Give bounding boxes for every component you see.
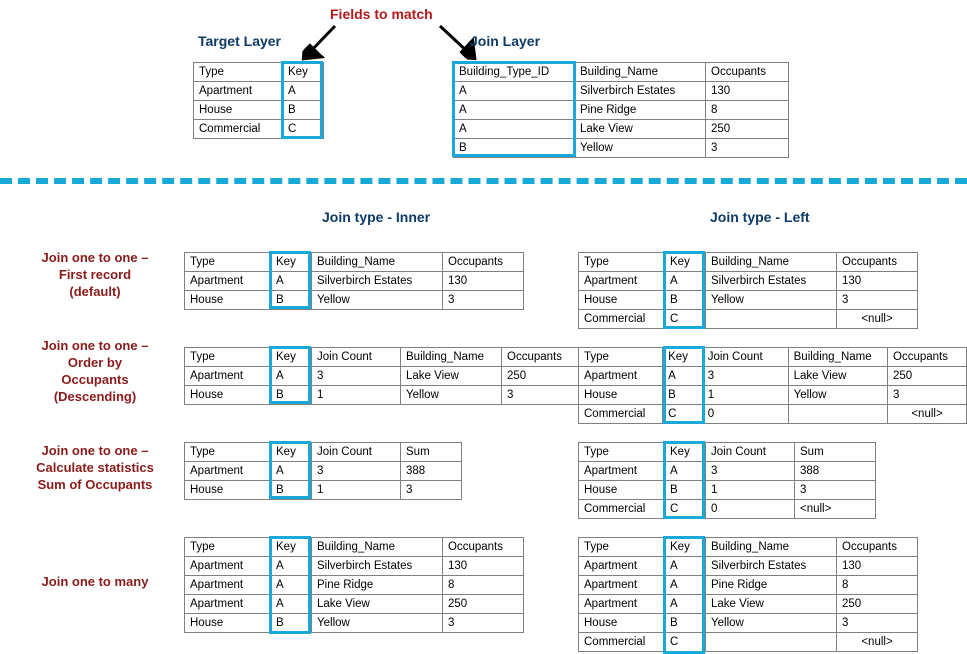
table-row bbox=[185, 481, 462, 500]
table-row bbox=[185, 367, 583, 386]
cell: A bbox=[271, 557, 312, 576]
cell: A bbox=[454, 101, 575, 120]
cell: 250 bbox=[837, 595, 918, 614]
cell: A bbox=[271, 576, 312, 595]
table-row bbox=[185, 576, 524, 595]
table-inner-first-record bbox=[184, 252, 524, 310]
table-inner-statistics bbox=[184, 442, 462, 500]
cell: Yellow bbox=[706, 291, 837, 310]
label-line: First record bbox=[58, 267, 132, 282]
col-header: Building_Name bbox=[401, 348, 502, 367]
cell: 0 bbox=[702, 405, 788, 424]
cell: A bbox=[665, 462, 706, 481]
label-line: Join one to one – bbox=[41, 443, 149, 458]
cell: Yellow bbox=[706, 614, 837, 633]
table-left-order-by-wrap bbox=[578, 347, 967, 424]
col-header: Key bbox=[665, 443, 706, 462]
cell: B bbox=[283, 101, 324, 120]
cell: A bbox=[454, 82, 575, 101]
col-header: Type bbox=[185, 253, 271, 272]
join-layer-label: Join Layer bbox=[470, 33, 541, 49]
cell: 388 bbox=[401, 462, 462, 481]
table-row bbox=[454, 139, 789, 158]
table-target bbox=[193, 62, 324, 139]
table-row bbox=[185, 595, 524, 614]
col-header: Key bbox=[663, 348, 703, 367]
cell: Apartment bbox=[579, 595, 665, 614]
cell: 3 bbox=[401, 481, 462, 500]
cell: B bbox=[271, 481, 312, 500]
cell: Commercial bbox=[579, 405, 663, 424]
cell: House bbox=[579, 614, 665, 633]
table-inner-one-to-many-wrap bbox=[184, 537, 524, 633]
table-header-row bbox=[579, 443, 876, 462]
cell: 3 bbox=[443, 291, 524, 310]
col-header: Occupants bbox=[888, 348, 967, 367]
cell: Apartment bbox=[579, 576, 665, 595]
table-row bbox=[185, 557, 524, 576]
label-line: Sum of Occupants bbox=[37, 477, 153, 492]
table-inner-statistics-wrap bbox=[184, 442, 462, 500]
cell: House bbox=[185, 614, 271, 633]
col-header: Building_Name bbox=[312, 538, 443, 557]
cell: House bbox=[194, 101, 283, 120]
cell: Commercial bbox=[579, 500, 665, 519]
cell: 250 bbox=[706, 120, 789, 139]
cell: 3 bbox=[888, 386, 967, 405]
cell: 3 bbox=[837, 614, 918, 633]
cell: Silverbirch Estates bbox=[706, 557, 837, 576]
cell: Commercial bbox=[579, 310, 665, 329]
cell: Lake View bbox=[788, 367, 887, 386]
table-inner-one-to-many bbox=[184, 537, 524, 633]
col-header: Building_Name bbox=[575, 63, 706, 82]
cell: C bbox=[665, 310, 706, 329]
cell: 130 bbox=[837, 557, 918, 576]
table-left-order-by bbox=[578, 347, 967, 424]
col-header: Type bbox=[185, 348, 271, 367]
table-row bbox=[579, 595, 918, 614]
cell: B bbox=[271, 386, 312, 405]
col-header: Type bbox=[185, 538, 271, 557]
table-row bbox=[185, 614, 524, 633]
cell: Apartment bbox=[194, 82, 283, 101]
cell: Commercial bbox=[194, 120, 283, 139]
cell: Apartment bbox=[185, 557, 271, 576]
cell: 0 bbox=[706, 500, 795, 519]
col-header: Type bbox=[579, 538, 665, 557]
table-row bbox=[579, 367, 967, 386]
cell: 130 bbox=[706, 82, 789, 101]
cell: B bbox=[271, 614, 312, 633]
table-header-row bbox=[454, 63, 789, 82]
cell: B bbox=[665, 614, 706, 633]
label-line: (default) bbox=[69, 284, 121, 299]
cell: 8 bbox=[837, 576, 918, 595]
table-join bbox=[453, 62, 789, 158]
cell: 130 bbox=[837, 272, 918, 291]
cell: A bbox=[665, 557, 706, 576]
col-header: Join Count bbox=[706, 443, 795, 462]
cell: Yellow bbox=[312, 614, 443, 633]
cell: <null> bbox=[837, 310, 918, 329]
cell: C bbox=[663, 405, 703, 424]
cell: 250 bbox=[443, 595, 524, 614]
col-header: Key bbox=[271, 253, 312, 272]
col-header: Occupants bbox=[443, 538, 524, 557]
table-left-first-record-wrap bbox=[578, 252, 918, 329]
cell: A bbox=[271, 272, 312, 291]
col-header: Building_Name bbox=[312, 253, 443, 272]
table-header-row bbox=[185, 538, 524, 557]
left-join-title: Join type - Left bbox=[710, 209, 810, 225]
table-row bbox=[454, 120, 789, 139]
cell: 130 bbox=[443, 557, 524, 576]
cell: C bbox=[665, 633, 706, 652]
cell: Apartment bbox=[185, 595, 271, 614]
table-left-one-to-many-wrap bbox=[578, 537, 918, 652]
cell: Apartment bbox=[185, 462, 271, 481]
label-line: (Descending) bbox=[53, 389, 137, 404]
cell: Silverbirch Estates bbox=[312, 272, 443, 291]
cell: 8 bbox=[443, 576, 524, 595]
cell: 250 bbox=[502, 367, 583, 386]
cell: A bbox=[271, 595, 312, 614]
cell: Pine Ridge bbox=[706, 576, 837, 595]
col-header: Building_Name bbox=[706, 538, 837, 557]
table-header-row bbox=[579, 348, 967, 367]
table-row bbox=[579, 633, 918, 652]
col-header: Type bbox=[185, 443, 271, 462]
table-inner-order-by-wrap bbox=[184, 347, 583, 405]
cell: A bbox=[665, 576, 706, 595]
table-row bbox=[579, 386, 967, 405]
cell: A bbox=[283, 82, 324, 101]
col-header: Occupants bbox=[502, 348, 583, 367]
col-header: Key bbox=[665, 538, 706, 557]
col-header: Type bbox=[579, 348, 663, 367]
cell: Apartment bbox=[579, 272, 665, 291]
cell: 3 bbox=[702, 367, 788, 386]
table-row bbox=[579, 405, 967, 424]
col-header: Occupants bbox=[837, 538, 918, 557]
cell: 250 bbox=[888, 367, 967, 386]
row-label-first-record bbox=[10, 249, 180, 300]
table-row bbox=[454, 101, 789, 120]
table-row bbox=[185, 386, 583, 405]
label-line: Occupants bbox=[61, 372, 129, 387]
cell: House bbox=[185, 291, 271, 310]
table-row bbox=[579, 557, 918, 576]
cell: <null> bbox=[837, 633, 918, 652]
cell: Yellow bbox=[312, 291, 443, 310]
table-header-row bbox=[579, 538, 918, 557]
cell: A bbox=[454, 120, 575, 139]
col-header: Building_Name bbox=[706, 253, 837, 272]
table-inner-order-by bbox=[184, 347, 583, 405]
cell: 3 bbox=[312, 462, 401, 481]
table-row bbox=[194, 101, 324, 120]
cell: C bbox=[283, 120, 324, 139]
cell: House bbox=[579, 291, 665, 310]
col-header: Key bbox=[283, 63, 324, 82]
cell: <null> bbox=[795, 500, 876, 519]
cell: A bbox=[271, 367, 312, 386]
table-row bbox=[579, 291, 918, 310]
cell: 388 bbox=[795, 462, 876, 481]
cell: A bbox=[271, 462, 312, 481]
section-divider bbox=[0, 178, 967, 184]
label-line: Order by bbox=[67, 355, 123, 370]
cell bbox=[706, 310, 837, 329]
cell: B bbox=[271, 291, 312, 310]
cell: A bbox=[663, 367, 703, 386]
cell: A bbox=[665, 595, 706, 614]
cell: 3 bbox=[837, 291, 918, 310]
cell: Silverbirch Estates bbox=[312, 557, 443, 576]
inner-join-title: Join type - Inner bbox=[322, 209, 431, 225]
table-row bbox=[194, 120, 324, 139]
cell: Silverbirch Estates bbox=[575, 82, 706, 101]
table-row bbox=[579, 272, 918, 291]
col-header: Occupants bbox=[443, 253, 524, 272]
row-label-calculate-statistics bbox=[5, 442, 185, 493]
cell: 3 bbox=[706, 462, 795, 481]
table-header-row bbox=[185, 348, 583, 367]
col-header: Key bbox=[271, 348, 312, 367]
col-header: Join Count bbox=[312, 443, 401, 462]
table-row bbox=[579, 310, 918, 329]
cell: <null> bbox=[888, 405, 967, 424]
cell: Apartment bbox=[185, 272, 271, 291]
cell: 3 bbox=[795, 481, 876, 500]
col-header: Key bbox=[271, 538, 312, 557]
table-row bbox=[194, 82, 324, 101]
cell: 130 bbox=[443, 272, 524, 291]
col-header: Building_Type_ID bbox=[454, 63, 575, 82]
cell: C bbox=[665, 500, 706, 519]
cell: Yellow bbox=[788, 386, 887, 405]
cell: A bbox=[665, 272, 706, 291]
table-row bbox=[579, 500, 876, 519]
col-header: Key bbox=[271, 443, 312, 462]
label-line: Join one to one – bbox=[41, 250, 149, 265]
table-row bbox=[454, 82, 789, 101]
table-left-statistics bbox=[578, 442, 876, 519]
col-header: Occupants bbox=[837, 253, 918, 272]
table-row bbox=[185, 272, 524, 291]
col-header: Building_Name bbox=[788, 348, 887, 367]
col-header: Type bbox=[194, 63, 283, 82]
table-header-row bbox=[185, 253, 524, 272]
label-line: Join one to one – bbox=[41, 338, 149, 353]
table-header-row bbox=[194, 63, 324, 82]
target-layer-table bbox=[193, 62, 324, 139]
cell: Lake View bbox=[706, 595, 837, 614]
cell: B bbox=[665, 481, 706, 500]
join-layer-table bbox=[453, 62, 789, 158]
table-row bbox=[579, 614, 918, 633]
target-layer-label: Target Layer bbox=[198, 33, 281, 49]
table-inner-first-record-wrap bbox=[184, 252, 524, 310]
table-header-row bbox=[579, 253, 918, 272]
cell: 1 bbox=[702, 386, 788, 405]
cell: 3 bbox=[312, 367, 401, 386]
cell: 1 bbox=[706, 481, 795, 500]
cell: Yellow bbox=[401, 386, 502, 405]
table-row bbox=[579, 462, 876, 481]
cell: Apartment bbox=[579, 462, 665, 481]
row-label-order-by-occupants bbox=[10, 337, 180, 405]
table-left-statistics-wrap bbox=[578, 442, 876, 519]
cell: 3 bbox=[443, 614, 524, 633]
cell: Lake View bbox=[575, 120, 706, 139]
cell: 1 bbox=[312, 481, 401, 500]
cell: Lake View bbox=[401, 367, 502, 386]
cell: Pine Ridge bbox=[575, 101, 706, 120]
cell: 3 bbox=[502, 386, 583, 405]
cell: Apartment bbox=[185, 367, 271, 386]
cell: Commercial bbox=[579, 633, 665, 652]
cell: Yellow bbox=[575, 139, 706, 158]
cell: Silverbirch Estates bbox=[706, 272, 837, 291]
col-header: Occupants bbox=[706, 63, 789, 82]
cell: 1 bbox=[312, 386, 401, 405]
label-line: Calculate statistics bbox=[36, 460, 154, 475]
col-header: Type bbox=[579, 253, 665, 272]
cell: B bbox=[665, 291, 706, 310]
cell bbox=[788, 405, 887, 424]
table-header-row bbox=[185, 443, 462, 462]
col-header: Join Count bbox=[312, 348, 401, 367]
table-left-first-record bbox=[578, 252, 918, 329]
cell: Apartment bbox=[579, 367, 663, 386]
cell: House bbox=[185, 481, 271, 500]
table-left-one-to-many bbox=[578, 537, 918, 652]
cell: Lake View bbox=[312, 595, 443, 614]
table-row bbox=[579, 576, 918, 595]
col-header: Key bbox=[665, 253, 706, 272]
table-row bbox=[579, 481, 876, 500]
cell: House bbox=[579, 481, 665, 500]
col-header: Sum bbox=[795, 443, 876, 462]
cell: B bbox=[454, 139, 575, 158]
cell: 3 bbox=[706, 139, 789, 158]
col-header: Type bbox=[579, 443, 665, 462]
cell: House bbox=[579, 386, 663, 405]
cell: B bbox=[663, 386, 703, 405]
table-row bbox=[185, 462, 462, 481]
col-header: Join Count bbox=[702, 348, 788, 367]
cell: 8 bbox=[706, 101, 789, 120]
cell: Apartment bbox=[579, 557, 665, 576]
table-row bbox=[185, 291, 524, 310]
cell: Pine Ridge bbox=[312, 576, 443, 595]
col-header: Sum bbox=[401, 443, 462, 462]
cell: House bbox=[185, 386, 271, 405]
label-line: Join one to many bbox=[41, 574, 149, 589]
cell: Apartment bbox=[185, 576, 271, 595]
fields-to-match-label: Fields to match bbox=[330, 6, 433, 22]
row-label-one-to-many bbox=[10, 573, 180, 590]
cell bbox=[706, 633, 837, 652]
